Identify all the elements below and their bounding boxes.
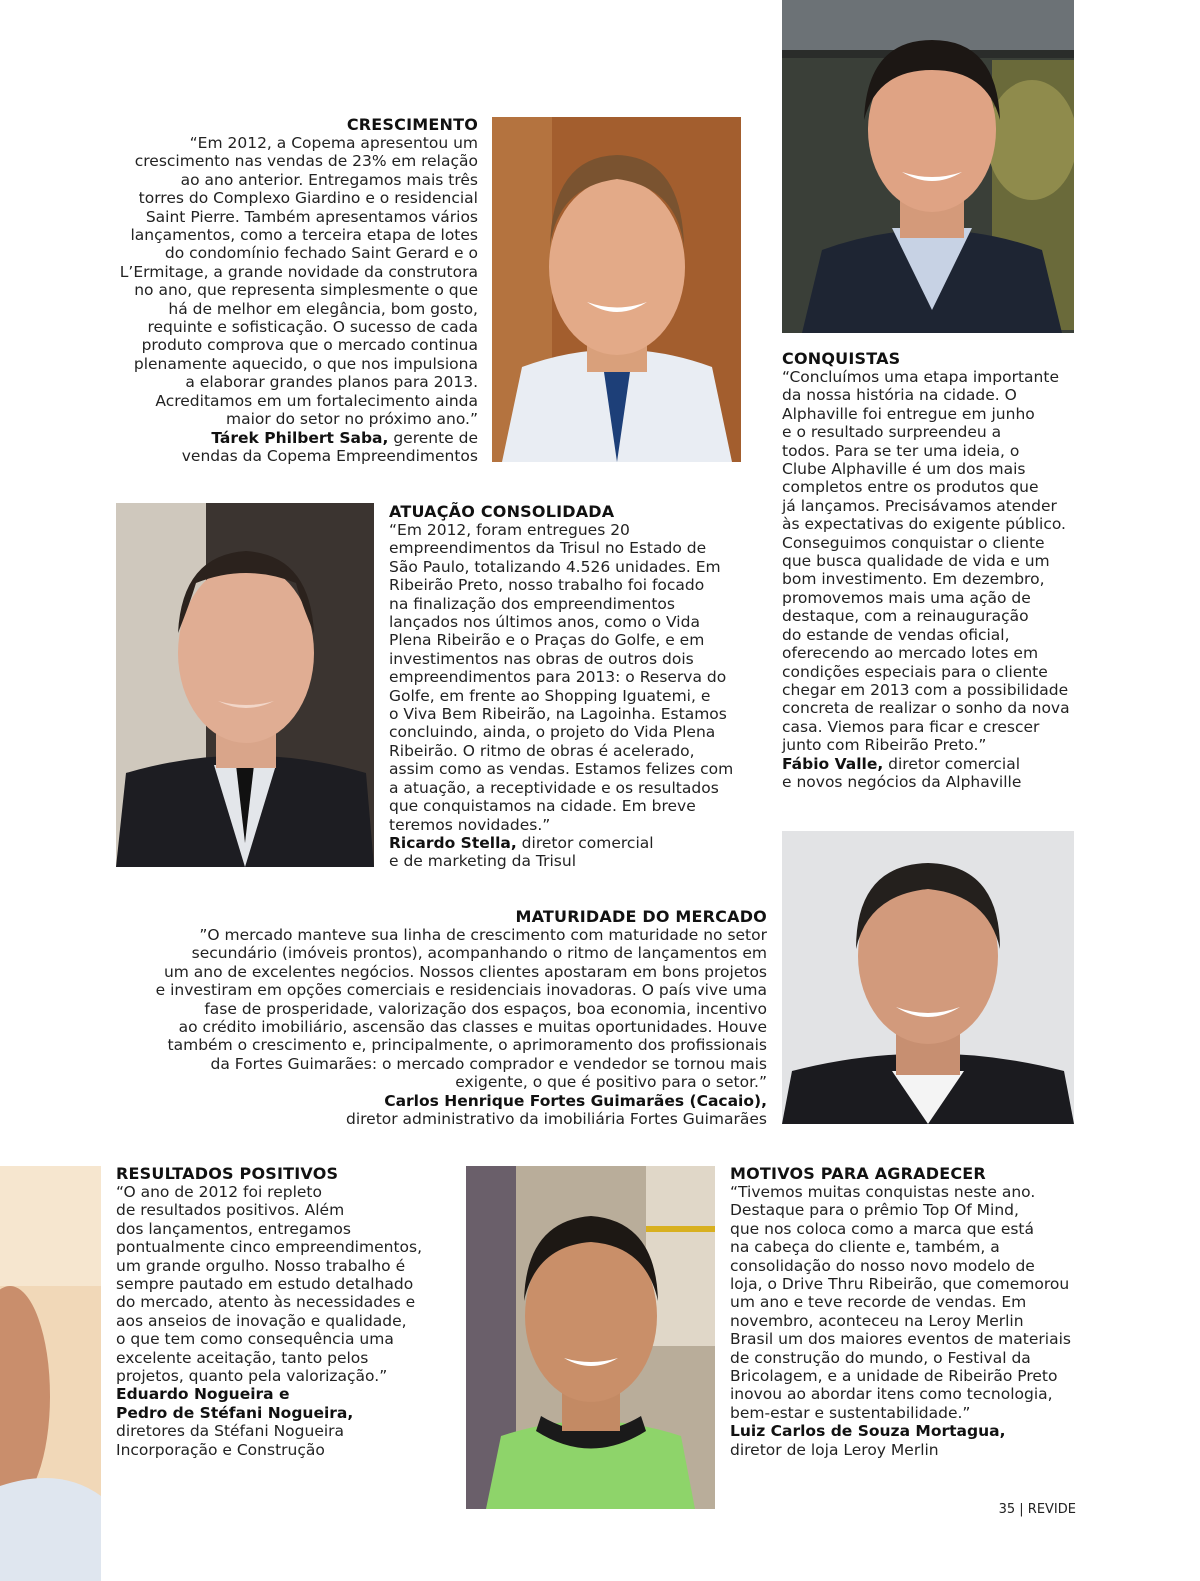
page-number: 35 <box>998 1502 1016 1517</box>
photo-tarek-philbert-saba <box>492 117 741 462</box>
article-atuacao-consolidada <box>389 502 739 871</box>
role-carlos: diretor administrativo da imobiliária Fortes Guimarães <box>345 1110 767 1129</box>
quote-conquistas: “Concluímos uma etapa importante da nossa história na cidade. O Alphaville foi entregue em junho e o resultado surpreendeu a todos. Para se ter uma ideia, o Clube Alphaville é um dos mais completos entre os produtos que já lançamos. Precisávamos atender às expectativas do exigente público. Conseguimos conquistar o cliente que busca qualidade de vida e um bom investimento. Em dezembro, promovemos mais uma ação de destaque, com a reinauguração do estande de vendas oficial, oferecendo ao mercado lotes em condições especiais para o cliente chegar em 2013 com a possibilidade concreta de realizar o sonho da nova casa. Viemos para ficar e crescer junto com Ribeirão Preto.” <box>782 368 1070 755</box>
heading-conquistas: CONQUISTAS <box>782 349 901 368</box>
heading-motivos: MOTIVOS PARA AGRADECER <box>730 1164 986 1183</box>
article-resultados-positivos <box>116 1164 446 1459</box>
role-eduardo-pedro: diretores da Stéfani Nogueira Incorporação e Construção <box>116 1422 345 1459</box>
quote-crescimento: “Em 2012, a Copema apresentou um crescimento nas vendas de 23% em relação ao ano anterior. Entregamos mais três torres do Complexo Giardino e o residencial Saint Pierre. Também apresentamos vários lançamentos, como a terceira etapa de lotes do condomínio fechado Saint Gerard e o L’Ermitage, a grande novidade da construtora no ano, que representa simplesmente o que há de melhor em elegância, bom gosto, requinte e sofisticação. O sucesso de cada produto comprova que o mercado continua plenamente aquecido, o que nos impulsiona a elaborar grandes planos para 2013. Acreditamos em um fortalecimento ainda maior do setor no próximo ano.” <box>119 134 478 429</box>
credit-motivos <box>730 1422 1080 1459</box>
role-luiz-carlos: diretor de loja Leroy Merlin <box>730 1440 939 1459</box>
credit-conquistas <box>782 755 1082 792</box>
photo-luiz-carlos-de-souza-mortagua <box>466 1166 715 1509</box>
footer-separator: | <box>1019 1502 1024 1517</box>
name-luiz-carlos: Luiz Carlos de Souza Mortagua, <box>730 1422 1006 1441</box>
article-conquistas <box>782 349 1082 791</box>
quote-motivos: “Tivemos muitas conquistas neste ano. Destaque para o prêmio Top Of Mind, que nos coloca como a marca que está na cabeça do cliente e, também, a consolidação do nosso novo modelo de loja, o Drive Thru Ribeirão, que comemorou um ano e teve recorde de vendas. Em novembro, aconteceu na Leroy Merlin Brasil um dos maiores eventos de materiais de construção do mundo, o Festival da Bricolagem, e a unidade de Ribeirão Preto inovou ao abordar itens como tecnologia, bem-estar e sustentabilidade.” <box>730 1183 1071 1422</box>
photo-fabio-valle <box>782 0 1074 333</box>
heading-resultados: RESULTADOS POSITIVOS <box>116 1164 339 1183</box>
name-carlos: Carlos Henrique Fortes Guimarães (Cacaio), <box>384 1091 767 1110</box>
name-fabio: Fábio Valle, <box>782 754 884 773</box>
page-footer <box>999 1502 1076 1517</box>
heading-maturidade: MATURIDADE DO MERCADO <box>515 907 767 926</box>
heading-crescimento: CRESCIMENTO <box>346 115 478 134</box>
name-eduardo-pedro: Eduardo Nogueira e Pedro de Stéfani Nogueira, <box>116 1385 354 1422</box>
quote-maturidade: ”O mercado manteve sua linha de crescimento com maturidade no setor secundário (imóveis prontos), acompanhando o ritmo de lançamentos em um ano de excelentes negócios. Nossos clientes apostaram em bons projetos e investiram em opções comerciais e residenciais inovadoras. O país vive uma fase de prosperidade, valorização dos espaços, boa economia, incentivo ao crédito imobiliário, ascensão das classes e muitas oportunidades. Houve também o crescimento e, principalmente, o aprimoramento dos profissionais da Fortes Guimarães: o mercado comprador e vendedor se tornou mais exigente, o que é positivo para o setor.” <box>155 926 767 1092</box>
photo-eduardo-pedro-nogueira <box>0 1166 101 1581</box>
article-maturidade-do-mercado <box>120 907 767 1128</box>
photo-carlos-henrique-fortes-guimaraes <box>782 831 1074 1124</box>
role-ricardo: diretor comercial e de marketing da Trisul <box>389 833 654 871</box>
photo-ricardo-stella <box>116 503 374 867</box>
quote-resultados: “O ano de 2012 foi repleto de resultados positivos. Além dos lançamentos, entregamos pontualmente cinco empreendimentos, um grande orgulho. Nosso trabalho é sempre pautado em estudo detalhado do mercado, atento às necessidades e aos anseios de inovação e qualidade, o que tem como consequência uma excelente aceitação, tanto pelos projetos, quanto pela valorização.” <box>116 1183 423 1386</box>
credit-atuacao <box>389 834 739 871</box>
credit-crescimento <box>100 429 478 466</box>
credit-maturidade <box>120 1092 767 1129</box>
article-crescimento <box>100 115 478 465</box>
article-motivos-para-agradecer <box>730 1164 1080 1459</box>
credit-resultados <box>116 1385 446 1459</box>
name-ricardo: Ricardo Stella, <box>389 833 517 852</box>
role-fabio: diretor comercial e novos negócios da Alphaville <box>782 754 1022 791</box>
role-tarek: gerente de vendas da Copema Empreendimentos <box>181 428 478 465</box>
name-tarek: Tárek Philbert Saba, <box>211 428 389 447</box>
heading-atuacao: ATUAÇÃO CONSOLIDADA <box>389 502 615 521</box>
quote-atuacao: “Em 2012, foram entregues 20 empreendimentos da Trisul no Estado de São Paulo, totalizando 4.526 unidades. Em Ribeirão Preto, nosso trabalho foi focado na finalização dos empreendimentos lançados nos últimos anos, como o Vida Plena Ribeirão e o Praças do Golfe, e em investimentos nas obras de outros dois empreendimentos para 2013: o Reserva do Golfe, em frente ao Shopping Iguatemi, e o Viva Bem Ribeirão, na Lagoinha. Estamos concluindo, ainda, o projeto do Vida Plena Ribeirão. O ritmo de obras é acelerado, assim como as vendas. Estamos felizes com a atuação, a receptividade e os resultados que conquistamos na cidade. Em breve teremos novidades.” <box>389 521 734 834</box>
magazine-name: REVIDE <box>1027 1502 1076 1517</box>
